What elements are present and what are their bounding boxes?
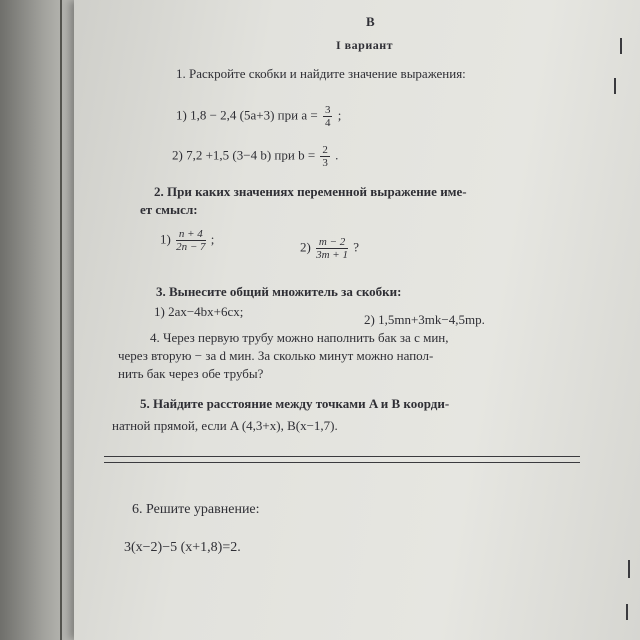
task4-line2: через вторую − за d мин. За сколько минут можно напол-	[118, 348, 434, 363]
task1-title: 1. Раскройте скобки и найдите значение выражения:	[176, 66, 466, 81]
separator-line-top	[104, 456, 580, 457]
task5-line2: натной прямой, если A (4,3+x), B(x−1,7).	[112, 418, 338, 433]
task2-item1-suffix: ;	[210, 231, 215, 247]
task2-item2-suffix: ?	[353, 239, 359, 255]
task1-item1-fraction	[323, 104, 333, 129]
task2-item1-label: 1)	[160, 231, 171, 247]
fraction-denominator: 2n − 7	[176, 241, 206, 254]
task1-item2-suffix: .	[335, 147, 339, 163]
header-letter: В	[366, 14, 375, 29]
task1-item2-expression: 2) 7,2 +1,5 (3−4 b) при b =	[172, 147, 316, 163]
task1-item1	[176, 104, 341, 129]
edge-mark	[628, 560, 630, 578]
edge-mark	[620, 38, 622, 54]
task1-item1-suffix: ;	[337, 107, 342, 123]
page-binding-shadow	[0, 0, 74, 640]
fraction-numerator: 3	[324, 104, 331, 116]
fraction-numerator: n + 4	[176, 228, 205, 241]
task2-item2-label: 2)	[300, 239, 311, 255]
task2-line1: 2. При каких значениях переменной выражение име-	[154, 184, 467, 199]
task2-line2: ет смысл:	[140, 202, 198, 217]
fraction-numerator: m − 2	[316, 236, 348, 249]
task1-item1-expression: 1) 1,8 − 2,4 (5a+3) при a =	[176, 107, 318, 123]
fraction-denominator: 3	[322, 157, 328, 170]
variant-title: I вариант	[336, 38, 394, 52]
edge-mark	[614, 78, 616, 94]
task3-item2: 2) 1,5mn+3mk−4,5mp.	[364, 312, 485, 327]
task2-item2	[300, 236, 359, 261]
task2-item1	[160, 228, 214, 253]
binding-line	[60, 0, 62, 640]
task3-item1: 1) 2ax−4bx+6cx;	[154, 304, 244, 319]
task2-item1-fraction	[176, 228, 205, 253]
task1-item2	[172, 144, 338, 169]
task4-line1: 4. Через первую трубу можно наполнить бак за c мин,	[150, 330, 449, 345]
task4-line3: нить бак через обе трубы?	[118, 366, 264, 381]
fraction-denominator: 4	[324, 117, 331, 130]
fraction-denominator: 3m + 1	[316, 249, 348, 262]
edge-mark	[626, 604, 628, 620]
task6-equation: 3(x−2)−5 (x+1,8)=2.	[124, 540, 241, 555]
fraction-numerator: 2	[322, 144, 328, 156]
separator-line-bottom	[104, 462, 580, 463]
task1-item2-fraction	[320, 144, 330, 169]
task3-title: 3. Вынесите общий множитель за скобки:	[156, 284, 402, 299]
task6-title: 6. Решите уравнение:	[132, 502, 260, 517]
task5-line1: 5. Найдите расстояние между точками A и B коорди-	[140, 396, 450, 411]
task2-item2-fraction	[316, 236, 348, 261]
